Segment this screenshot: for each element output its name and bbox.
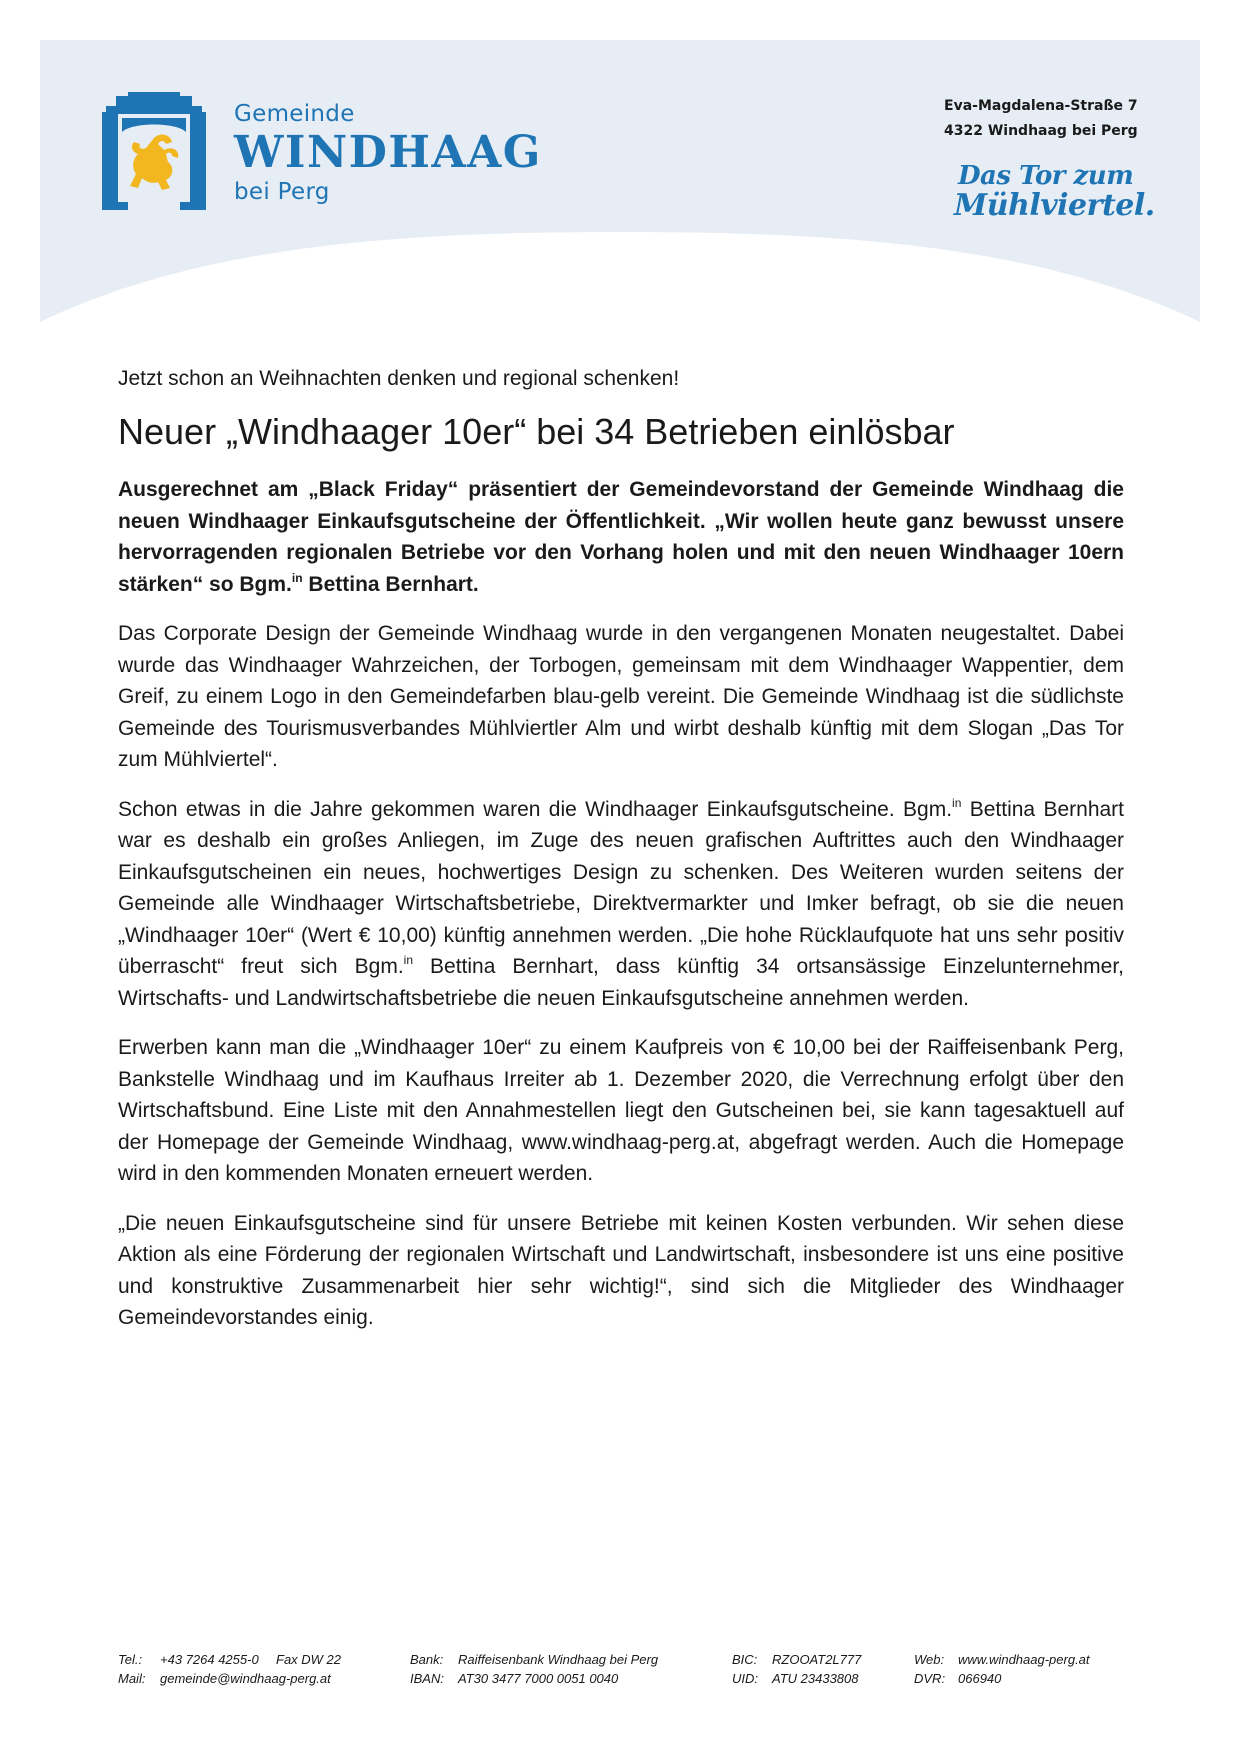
web-label: Web: xyxy=(914,1652,945,1667)
mail-link[interactable]: gemeinde@windhaag-perg.at xyxy=(160,1671,331,1686)
sender-address xyxy=(944,94,1138,144)
footer-row-2 xyxy=(118,1669,1128,1688)
lead-paragraph xyxy=(118,474,1124,600)
web-link[interactable]: www.windhaag-perg.at xyxy=(958,1652,1090,1667)
letterhead xyxy=(40,40,1200,340)
paragraph-2-superscript-2: in xyxy=(403,953,413,967)
bank-value: Raiffeisenbank Windhaag bei Perg xyxy=(458,1652,659,1667)
slogan-line-2: Mühlviertel. xyxy=(954,188,1155,223)
iban-value: AT30 3477 7000 0051 0040 xyxy=(458,1671,619,1686)
slogan-line-1: Das Tor zum xyxy=(958,161,1134,191)
uid-value: ATU 23433808 xyxy=(772,1671,859,1686)
footer-row-1 xyxy=(118,1650,1128,1669)
lead-superscript: in xyxy=(291,570,303,585)
kicker: Jetzt schon an Weihnachten denken und regional schenken! xyxy=(118,367,680,390)
wordmark-line-3: bei Perg xyxy=(234,179,330,205)
paragraph-1: Das Corporate Design der Gemeinde Windhaag wurde in den vergangenen Monaten neugestaltet. Dabei wurde das Windhaager Wahrzeichen, der Torbogen, gemeinsam mit dem Windhaager Wappentier, dem Greif, zu einem Logo in den Gemeindefarben blau-gelb vereint. Die Gemeinde Windhaag ist die südlichste Gemeinde des Tourismusverbandes Mühlviertler Alm und wirbt deshalb künftig mit dem Slogan „Das Tor zum Mühlviertel“. xyxy=(118,622,1124,771)
dvr-label: DVR: xyxy=(914,1671,946,1686)
municipality-logo xyxy=(98,92,542,222)
address-city: 4322 Windhaag bei Perg xyxy=(944,123,1138,139)
paragraph-2 xyxy=(118,794,1124,1015)
headline: Neuer „Windhaager 10er“ bei 34 Betrieben einlösbar xyxy=(118,411,955,452)
paragraph-2-text-2: Bettina Bernhart war es deshalb ein großes Anliegen, im Zuge des neuen grafischen Auftrittes auch den Windhaager Einkaufsgutscheinen ein neues, hochwertiges Design zu schenken. Des Weiteren wurden seitens der Gemeinde alle Windhaager Wirtschaftsbetriebe, Direktvermarkter und Imker befragt, ob sie die neuen „Windhaager 10er“ (Wert € 10,00) künftig annehmen werden. „Die hohe Rücklaufquote hat uns sehr positiv überrascht“ freut sich Bgm. xyxy=(118,797,1125,978)
address-street: Eva-Magdalena-Straße 7 xyxy=(944,98,1138,114)
fax-value: Fax DW 22 xyxy=(276,1652,342,1667)
slogan xyxy=(954,162,1155,222)
paragraph-4: „Die neuen Einkaufsgutscheine sind für unsere Betriebe mit keinen Kosten verbunden. Wir sehen diese Aktion als eine Förderung der regionalen Wirtschaft und Landwirtschaft, insbesondere ist uns eine positive und konstruktive Zusammenarbeit hier sehr wichtig!“, sind sich die Mitglieder des Windhaager Gemeindevorstandes einig. xyxy=(118,1211,1124,1329)
uid-label: UID: xyxy=(732,1671,758,1686)
tel-label: Tel.: xyxy=(118,1652,143,1667)
tel-value: +43 7264 4255-0 xyxy=(160,1652,259,1667)
paragraph-2-superscript-1: in xyxy=(952,795,962,810)
bic-label: BIC: xyxy=(732,1652,758,1667)
bic-value: RZOOAT2L777 xyxy=(772,1652,862,1667)
iban-label: IBAN: xyxy=(410,1671,444,1686)
paragraph-2-text-1: Schon etwas in die Jahre gekommen waren die Windhaager Einkaufsgutscheine. Bgm. xyxy=(118,797,953,821)
wordmark-line-2: WINDHAAG xyxy=(234,127,542,178)
lead-text-2: Bettina Bernhart. xyxy=(302,572,479,596)
dvr-value: 066940 xyxy=(958,1671,1002,1686)
bank-label: Bank: xyxy=(410,1652,444,1667)
paragraph-2-text-3: Bettina Bernhart, dass künftig 34 ortsansässige Einzelunternehmer, Wirtschafts- und Landwirtschaftsbetriebe die neuen Einkaufsgutscheine annehmen werden. xyxy=(118,955,1124,1010)
mail-label: Mail: xyxy=(118,1671,146,1686)
wordmark-line-1: Gemeinde xyxy=(234,101,355,127)
lead-text-1: Ausgerechnet am „Black Friday“ präsentiert der Gemeindevorstand der Gemeinde Windhaag die neuen Windhaager Einkaufsgutscheine der Öffentlichkeit. „Wir wollen heute ganz bewusst unsere hervorragenden regionalen Betriebe vor den Vorhang holen und mit den neuen Windhaager 10ern stärken“ so Bgm. xyxy=(118,478,1124,596)
gate-griffin-emblem-icon xyxy=(98,92,210,210)
municipality-wordmark xyxy=(234,100,542,206)
paragraph-3: Erwerben kann man die „Windhaager 10er“ zu einem Kaufpreis von € 10,00 bei der Raiffeisenbank Perg, Bankstelle Windhaag und im Kaufhaus Irreiter ab 1. Dezember 2020, die Verrechnung erfolgt über den Wirtschaftsbund. Eine Liste mit den Annahmestellen liegt den Gutscheinen bei, sie kann tagesaktuell auf der Homepage der Gemeinde Windhaag, www.windhaag-perg.at, abgefragt werden. Auch die Homepage wird in den kommenden Monaten erneuert werden. xyxy=(118,1036,1124,1185)
footer-contact xyxy=(118,1650,1128,1688)
press-release xyxy=(118,364,1124,1352)
